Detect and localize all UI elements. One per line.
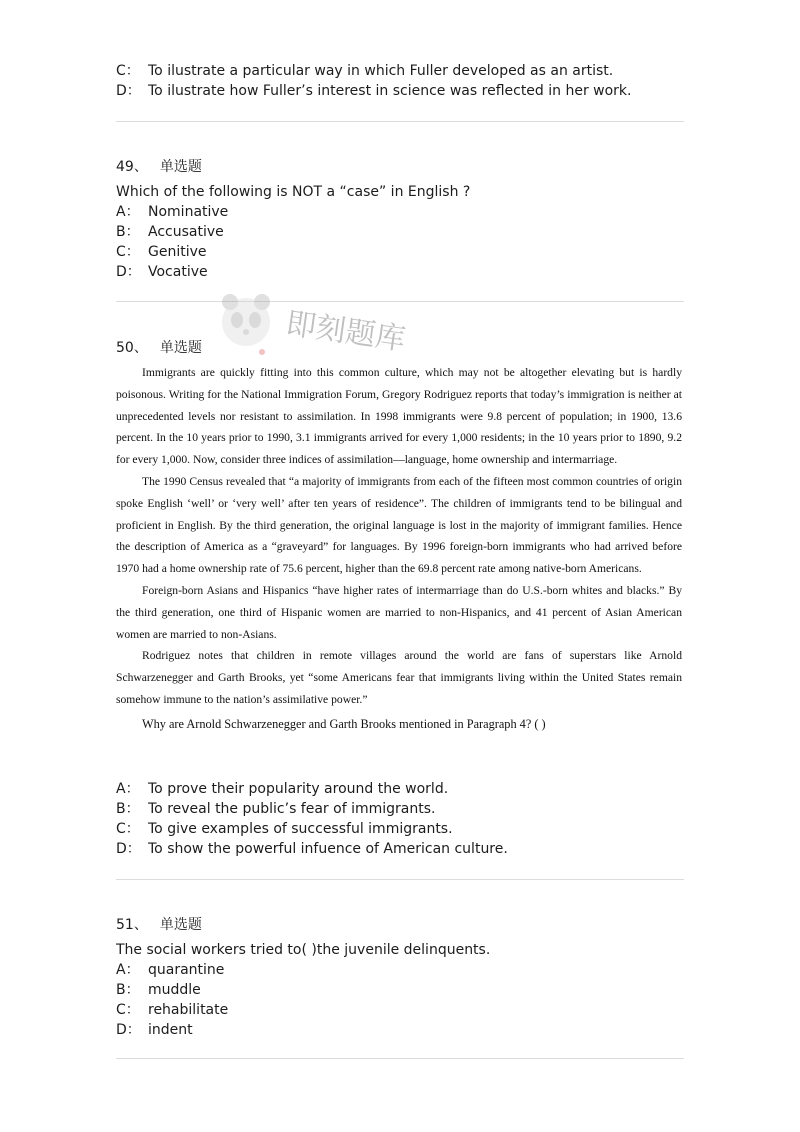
passage-paragraph-3: Foreign-born Asians and Hispanics “have higher rates of intermarriage than do U.S.-born whites and blacks.” By the third generation, one third of Hispanic women are married to non-Hispanics, and 41 percent of Asian American women are married to non-Asians. [116, 583, 682, 641]
q49-option-b[interactable] [116, 222, 224, 242]
question-type: 单选题 [159, 159, 202, 175]
q48-option-d[interactable] [116, 81, 632, 101]
passage-question: Why are Arnold Schwarzenegger and Garth Brooks mentioned in Paragraph 4? ( ) [142, 716, 546, 731]
option-letter: D： [116, 1022, 141, 1038]
option-letter: A： [116, 204, 140, 220]
q50-option-b[interactable] [116, 799, 435, 819]
q49-stem: Which of the following is NOT a “case” in English ? [116, 184, 471, 200]
option-text: quarantine [148, 962, 225, 978]
option-letter: B： [116, 801, 140, 817]
question-number: 50、 [116, 340, 148, 356]
option-text: Genitive [148, 244, 207, 260]
reading-passage [116, 362, 682, 736]
q51-option-c[interactable] [116, 1000, 228, 1020]
option-letter: C： [116, 821, 140, 837]
option-letter: B： [116, 982, 140, 998]
option-text: To prove their popularity around the world. [148, 781, 449, 797]
question-number: 51、 [116, 917, 148, 933]
q50-option-d[interactable] [116, 839, 508, 859]
q48-option-c[interactable] [116, 61, 613, 81]
q50-option-c[interactable] [116, 819, 453, 839]
q49-option-c[interactable] [116, 242, 207, 262]
option-text: To ilustrate how Fuller’s interest in science was reflected in her work. [148, 83, 632, 99]
option-letter: C： [116, 63, 140, 79]
option-text: Accusative [148, 224, 224, 240]
option-letter: C： [116, 1002, 140, 1018]
option-letter: B： [116, 224, 140, 240]
passage-paragraph-1: Immigrants are quickly fitting into this common culture, which may not be altogether elevating but is hardly poisonous. Writing for the National Immigration Forum, Gregory Rodriguez reports that today’s immigration is neither at unprecedented levels nor resistant to assimilation. In 1998 immigrants were 9.8 percent of population; in 1900, 13.6 percent. In the 10 years prior to 1990, 3.1 immigrants arrived for every 1,000 residents; in the 10 years prior to 1890, 9.2 for every 1,000. Now, consider three indices of assimilation—language, home ownership and intermarriage. [116, 366, 682, 467]
question-number: 49、 [116, 159, 148, 175]
q51-option-a[interactable] [116, 960, 224, 980]
watermark-text: 即刻题库 [283, 306, 408, 358]
watermark [216, 288, 446, 366]
q50-header [116, 338, 202, 358]
option-text: To give examples of successful immigrants. [148, 821, 453, 837]
q51-header [116, 915, 202, 935]
option-letter: A： [116, 962, 140, 978]
option-text: To show the powerful infuence of American culture. [148, 841, 508, 857]
divider [116, 1058, 684, 1059]
panda-logo-icon [222, 294, 270, 346]
option-text: muddle [148, 982, 201, 998]
q49-option-a[interactable] [116, 202, 228, 222]
option-text: To ilustrate a particular way in which Fuller developed as an artist. [148, 63, 614, 79]
q49-header [116, 157, 202, 177]
divider [116, 879, 684, 880]
question-type: 单选题 [159, 340, 202, 356]
divider [116, 121, 684, 122]
option-text: rehabilitate [148, 1002, 229, 1018]
passage-paragraph-4: Rodriguez notes that children in remote villages around the world are fans of superstars like Arnold Schwarzenegger and Garth Brooks, yet “some Americans fear that immigrants living within the United States remain somehow immune to the nation’s assimilative power.” [116, 649, 682, 706]
q51-stem: The social workers tried to( )the juvenile delinquents. [116, 942, 491, 958]
option-text: Nominative [148, 204, 229, 220]
q49-option-d[interactable] [116, 262, 208, 282]
option-letter: A： [116, 781, 140, 797]
q50-option-a[interactable] [116, 779, 448, 799]
q51-option-d[interactable] [116, 1020, 193, 1040]
option-text: indent [148, 1022, 193, 1038]
option-text: Vocative [148, 264, 208, 280]
option-letter: D： [116, 841, 141, 857]
option-letter: D： [116, 264, 141, 280]
option-letter: D： [116, 83, 141, 99]
q51-option-b[interactable] [116, 980, 201, 1000]
option-text: To reveal the public’s fear of immigrants. [148, 801, 436, 817]
option-letter: C： [116, 244, 140, 260]
question-type: 单选题 [159, 917, 202, 933]
passage-paragraph-2: The 1990 Census revealed that “a majority of immigrants from each of the fifteen most common countries of origin spoke English ‘well’ or ‘very well’ after ten years of residence”. The children of immigrants tend to be bilingual and proficient in English. By the third generation, the original language is lost in the majority of immigrant families. Hence the description of America as a “graveyard” for languages. By 1996 foreign-born immigrants who had arrived before 1970 had a home ownership rate of 75.6 percent, higher than the 69.8 percent rate among native-born Americans. [116, 474, 682, 576]
